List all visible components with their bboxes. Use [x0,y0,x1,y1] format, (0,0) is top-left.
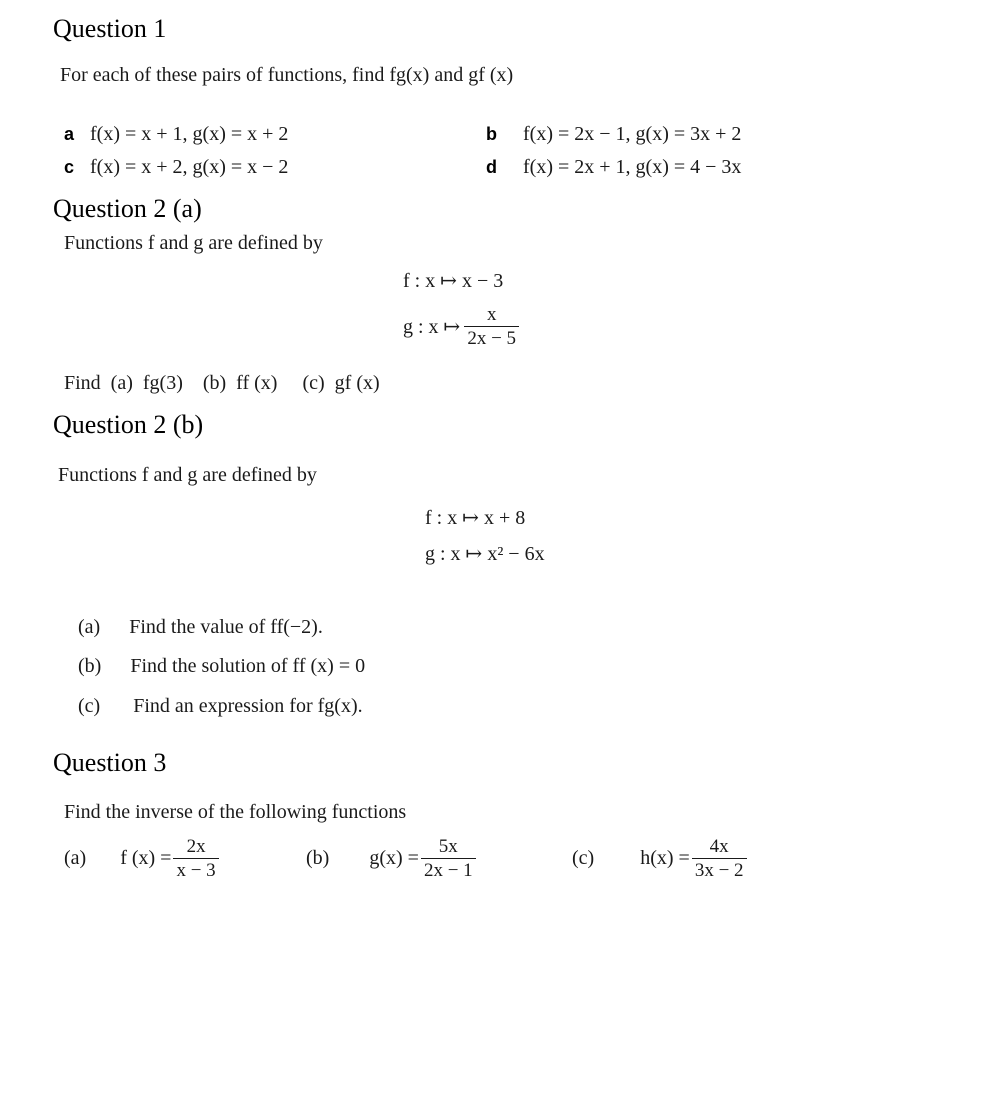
q2a-find-line: Find (a) fg(3) (b) ff (x) (c) gf (x) [64,372,380,394]
q1-item-label: d [486,157,497,177]
part-label: (a) [64,847,87,869]
q2a-g-definition [403,305,519,348]
part-text: Find the solution of ff (x) = 0 [130,655,366,677]
part-fraction [692,837,747,880]
part-fraction [173,837,218,880]
part-label: (b) [78,655,102,677]
part-label: (a) [78,616,101,638]
part-lhs: h(x) = [640,847,690,869]
q3-part-b [306,837,476,880]
q2a-heading: Question 2 (a) [53,194,202,223]
q2a-g-fraction [464,305,519,348]
part-label: (c) [572,847,595,869]
fraction-denominator: 3x − 2 [692,858,747,880]
q2b-f-definition: f : x ↦ x + 8 [425,507,526,529]
q1-item-expr: f(x) = x + 1, g(x) = x + 2 [90,123,289,145]
q1-item-expr: f(x) = 2x + 1, g(x) = 4 − 3x [523,156,742,178]
q2a-f-definition: f : x ↦ x − 3 [403,270,504,292]
q1-item-expr: f(x) = 2x − 1, g(x) = 3x + 2 [523,123,742,145]
q1-item-a [64,123,288,146]
q1-heading: Question 1 [53,14,167,43]
q2b-part-a [78,616,323,639]
q2b-g-definition: g : x ↦ x² − 6x [425,543,545,565]
q1-item-label: b [486,124,497,144]
q3-intro: Find the inverse of the following functions [64,801,407,823]
q3-part-a [64,837,219,880]
q1-prompt: For each of these pairs of functions, find fg(x) and gf (x) [60,64,514,86]
q2b-part-b [78,655,365,678]
q2b-part-c [78,695,363,718]
fraction-numerator: x [486,304,497,325]
part-label: (c) [78,695,101,717]
fraction-numerator: 5x [438,836,458,857]
part-text: Find the value of ff(−2). [129,616,323,638]
part-text: Find an expression for fg(x). [133,695,363,717]
q3-part-c [572,837,747,880]
fraction-numerator: 2x [186,836,206,857]
part-fraction [421,837,476,880]
q1-item-label: a [64,124,75,144]
q2b-heading: Question 2 (b) [53,410,204,439]
q1-item-label: c [64,157,75,177]
q1-item-d [486,156,741,179]
q2a-g-prefix: g : x ↦ [403,316,461,338]
part-label: (b) [306,847,330,869]
fraction-denominator: x − 3 [173,858,218,880]
fraction-denominator: 2x − 1 [421,858,476,880]
part-lhs: f (x) = [120,847,172,869]
q2b-intro: Functions f and g are defined by [58,464,317,486]
q1-item-expr: f(x) = x + 2, g(x) = x − 2 [90,156,289,178]
q3-heading: Question 3 [53,748,167,777]
part-lhs: g(x) = [369,847,419,869]
fraction-numerator: 4x [709,836,729,857]
q1-item-c [64,156,288,179]
q1-item-b [486,123,741,146]
fraction-denominator: 2x − 5 [464,326,519,348]
q2a-intro: Functions f and g are defined by [64,232,323,254]
